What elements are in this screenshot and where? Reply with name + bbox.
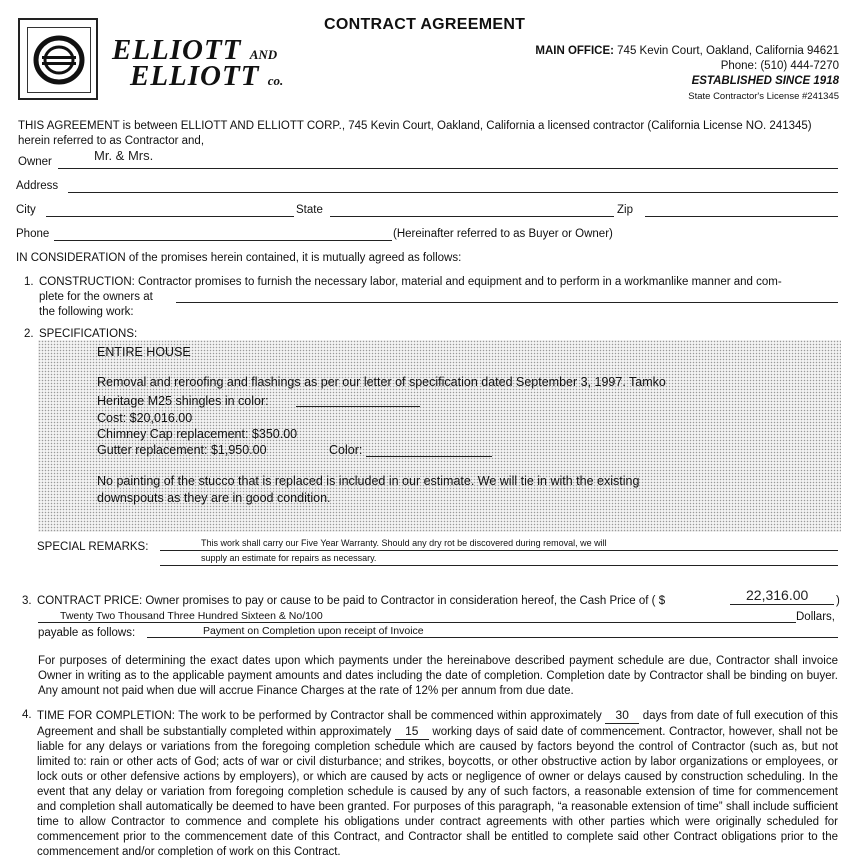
document-title: CONTRACT AGREEMENT [324,16,526,33]
time-for-completion-paragraph [37,708,838,860]
construction-text-1: CONSTRUCTION: Contractor promises to furnish the necessary labor, material and equipment and to perform in a workmanlike manner and com- [39,276,782,288]
city-field[interactable] [46,216,294,217]
company-name-elliott-2: ELLIOTT [130,60,260,92]
shingle-color-field[interactable] [296,406,420,407]
owner-field[interactable]: Mr. & Mrs. [94,148,154,163]
contractor-license: State Contractor's License #241345 [688,91,839,102]
special-remarks-line-2 [160,565,838,566]
phone-label: Phone [16,228,50,240]
owner-label: Owner [18,156,52,168]
owner-field-line [58,168,838,169]
construction-text-3: the following work: [39,306,134,318]
office-info [419,44,839,104]
gutter-color-label: Color: [329,443,363,457]
agreement-intro: THIS AGREEMENT is between ELLIOTT AND ELLIOTT CORP., 745 Kevin Court, Oakland, California a licensed contractor (California License NO. 241345) herein referred to as Contractor and, [18,120,812,147]
company-name-elliott-1: ELLIOTT [112,34,242,66]
construction-text-2: plete for the owners at [39,291,153,303]
main-office-label: MAIN OFFICE: [535,45,614,57]
spec-line-3: Cost: $20,016.00 [97,411,193,425]
time-text-b: days from date of full execution of [642,710,817,722]
price-in-words-line [38,622,796,623]
main-office-address: 745 Kevin Court, Oakland, California 94621 [617,45,839,57]
commence-days-field[interactable]: 30 [605,708,639,724]
established-since: ESTABLISHED SINCE 1918 [691,75,839,87]
payment-purposes-paragraph: For purposes of determining the exact dates upon which payments under the hereinabove described payment schedule are due, Contractor shall invoice Owner in writing as to the applicable payment amounts and dates including the date of completion. Completion date by Contractor shall be binding on buyer. Any amount not paid when due will accrue Finance Charges at the rate of 12% per annum from due date. [38,655,838,697]
completion-days-field[interactable]: 15 [395,724,429,740]
logo-frame [27,27,91,93]
spec-line-4: Chimney Cap replacement: $350.00 [97,427,298,441]
time-text-c: this Agreement and shall be substantially completed within approximately [37,710,838,738]
zip-field[interactable] [645,216,838,217]
specifications-label: SPECIFICATIONS: [39,328,138,340]
company-name-co: co. [267,73,284,88]
spec-line-2: Heritage M25 shingles in color: [97,394,269,408]
logo-emblem-icon [28,28,90,92]
buyer-owner-note: (Hereinafter referred to as Buyer or Owner) [393,228,613,240]
spec-line-7: downspouts as they are in good condition. [97,491,331,505]
gutter-color-field[interactable] [366,456,492,457]
special-remarks-label: SPECIAL REMARKS: [37,541,149,553]
spec-line-6: No painting of the stucco that is replaced is included in our estimate. We will tie in with the existing [97,474,640,488]
payable-line [147,637,838,638]
special-remarks-text-1: This work shall carry our Five Year Warranty. Should any dry rot be discovered during removal, we will [201,538,607,548]
section-2-number: 2. [24,328,34,340]
special-remarks-line-1 [160,550,838,551]
cash-price-amount[interactable]: 22,316.00 [746,587,809,603]
cash-price-field-line [730,604,834,605]
payable-label: payable as follows: [38,627,136,639]
company-name-and: AND [249,47,278,62]
section-3-number: 3. [22,595,32,607]
phone-field[interactable] [54,240,392,241]
special-remarks-text-2: supply an estimate for repairs as necessary. [201,553,377,563]
contract-price-text: CONTRACT PRICE: Owner promises to pay or cause to be paid to Contractor in consideration hereof, the Cash Price of ( $ [37,595,666,607]
company-name-line2 [130,60,283,93]
state-label: State [296,204,323,216]
city-label: City [16,204,36,216]
company-logo [18,18,98,100]
address-label: Address [16,180,59,192]
state-field[interactable] [330,216,614,217]
office-phone: Phone: (510) 444-7270 [720,60,839,72]
time-text-d: working days of said date of commencement. Contractor, however, shall not be liable for any delays or variations from the foregoing completion schedule which are caused by factors beyond the control of Contractor (such as, but not limited to: rain or other acts of God; acts of war or civil disturbance; and strikes, boycotts, or other obstructive action by labor organizations or employees, or lock outs or other defensive actions by employers), or which are caused by acts or negligence of owner or delays caused by construction scheduling. In the event that any delay or variation from foregoing completion schedule is caused by any of such factors, a reasonable extension of time for commencement and completion shall automatically be deemed to have been granted. For purposes of this paragraph, “a reasonable extension of time” shall include sufficient time to allow Contractor to commence and complete his obligations under contract agreements with other parties which were originally scheduled for commencement prior to the commencement date of this Contract, and Contractor shall be entitled to complete said other Contract obligations prior to the commencement and/or completion of work on this Contract. [37,726,838,858]
address-field[interactable] [68,192,838,193]
dollars-label: Dollars, [796,611,835,623]
section-4-number: 4. [22,709,32,721]
cash-price-close-paren: ) [836,595,840,607]
spec-line-5: Gutter replacement: $1,950.00 [97,443,267,457]
time-text-a: TIME FOR COMPLETION: The work to be performed by Contractor shall be commenced within approximately [37,710,602,722]
price-in-words[interactable]: Twenty Two Thousand Three Hundred Sixteen & No/100 [60,610,323,622]
section-1-number: 1. [24,276,34,288]
consideration-text: IN CONSIDERATION of the promises herein contained, it is mutually agreed as follows: [16,252,462,264]
work-address-field[interactable] [176,302,838,303]
payable-terms[interactable]: Payment on Completion upon receipt of Invoice [203,625,424,637]
spec-heading: ENTIRE HOUSE [97,345,191,359]
zip-label: Zip [617,204,633,216]
spec-line-1: Removal and reroofing and flashings as per our letter of specification dated September 3, 1997. Tamko [97,375,666,389]
